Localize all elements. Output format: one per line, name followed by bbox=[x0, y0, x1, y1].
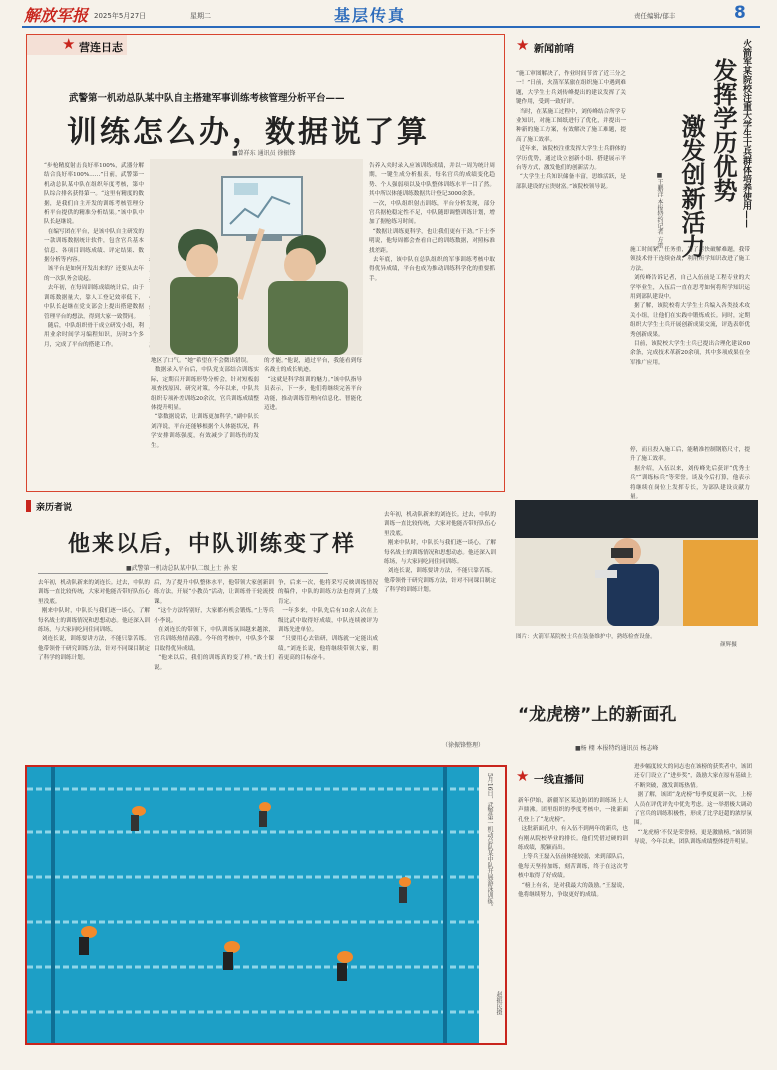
story-column-1: 去年初，机动队新来的刘连长。过去，中队的训练一直比较传统，大家对他能否带好队伍心里没底。 刚来中队时，中队长与我们逐一谈心，了解每名战士的训练情况和思想动态。他还深入训练场，与大家同吃同住同训练。 刘连长说，训练要讲方法，不能只靠苦练。他带领骨干研究训练方法，针对不同课目制定了科学的训练计划。 bbox=[38, 580, 150, 662]
story-column-5: 告养入夹时录入应该训练成绩，并以一周为统计周期，一键生成分析报表，每名官兵的成绩变化趋势、个人强弱项以及中队整体训练水平一目了然。其中所以体能训练数据共计登记3000余条。 一次，中队组织射击训练，平台分析发现，部分官兵据枪稳定性不足，中队随即调整训练计划，增加了据枪练习时间。 “数据让训练更科学，也让我们更有干劲。”下士李明说，他每周都会查看自己的训练数据，对照标准找差距。 去年底，该中队在总队组织的军事训练考核中取得优异成绩，平台也成为推动训练科学化的重要抓手。 bbox=[369, 163, 495, 282]
story-box-frontline bbox=[514, 757, 760, 1057]
star-icon: ★ bbox=[62, 35, 76, 53]
story-column-2: 后，为了提升中队整体水平，他带领大家创新训练方法，开展“小教员”活动，让训练骨干轮流授课。 “这个方法特别好，大家都有机会锻炼。”上等兵小李说。 在刘连长的带领下，中队训练氛围越来越浓，官兵训练热情高涨。今年的考核中，中队多个课目取得优异成绩。 “他来以后，我们的训练真的变了样。”战士们说。 bbox=[154, 580, 274, 671]
star-icon: ★ bbox=[516, 36, 530, 54]
story-box-camp-diary bbox=[26, 34, 505, 492]
pool-photo-frame bbox=[25, 765, 507, 1045]
photo-caption: 图片：火箭军某院校士兵在装备维护中，熟练检查设备。 bbox=[516, 634, 656, 640]
soldiers-illustration bbox=[150, 159, 363, 355]
section-tag: 营连日志 bbox=[79, 41, 123, 54]
section-tag: 一线直播间 bbox=[534, 775, 584, 786]
illustration-svg bbox=[150, 159, 363, 355]
headline-rule bbox=[38, 573, 328, 574]
story-column-3: 争，后来一次，他将采写反映训练情况的稿件，中队的训练方法也得到了上级肯定。 一年多来，中队先后有10余人次在上级比武中取得好成绩，中队连续被评为训练先进单位。 “只要用心去钻研，训练就一定能出成绩。”刘连长说，他将继续带领大家，朝着更高的目标奋斗。 bbox=[278, 580, 378, 662]
story-headline-2: 激发创新活力 bbox=[677, 114, 705, 258]
story-byline: ■曾祥东 通讯员 徐振锋 bbox=[232, 150, 296, 157]
photo-credit-vertical: 赵振民摄 bbox=[495, 991, 502, 1015]
newspaper-logo: 解放军报 bbox=[24, 6, 89, 25]
story-byline: ■杨 栩 本报特约通讯员 杨志峰 bbox=[575, 745, 659, 752]
section-tag: 新闻前哨 bbox=[534, 44, 574, 55]
story-column-4: 的才能。”他说，通过平台，我能看到每名战士的成长轨迹。 “这就是科学组训的魅力。”该中队指导员表示，下一步，他们将继续完善平台功能，推动训练管理向信息化、智能化迈进。 bbox=[264, 358, 363, 412]
story-headline-dragon-tiger: “龙虎榜”上的新面孔 bbox=[518, 705, 677, 725]
page-number: 8 bbox=[734, 3, 746, 23]
story-column-4: 去年初，机动队新来的刘连长。过去，中队的训练一直比较传统，大家对他能否带好队伍心里没底。 刚来中队时，中队长与我们逐一谈心，了解每名战士的训练情况和思想动态。他还深入训练场，与大家同吃同住同训练。 刘连长说，训练要讲方法，不能只靠苦练。他带领骨干研究训练方法，针对不同课目制定了科学的训练计划。 bbox=[384, 512, 496, 594]
photo-caption-vertical: 5月16日，武警第一机动总队某中队开展游泳训练。 bbox=[486, 773, 493, 911]
masthead bbox=[0, 0, 777, 30]
swimming-pool-photo bbox=[27, 767, 479, 1043]
photo-credit: 颜辉摄 bbox=[720, 642, 737, 648]
page-editor: 责任编辑/郁丰 bbox=[634, 12, 676, 20]
story-byline: ■武警第一机动总队某中队二级上士 孙 宏 bbox=[126, 565, 238, 572]
story-kicker-vertical: 火箭军某院校注重大学生士兵群体培养使用—— bbox=[741, 39, 751, 228]
section-title: 基层传真 bbox=[334, 6, 407, 25]
story-headline: 他来以后，中队训练变了样 bbox=[68, 532, 357, 557]
story-column-1: “步枪精度射击良好率100%，武器分解结合良好率100%……”日前，武警第一机动总队某中队在组织年度考核，第中队综合排名获得第一。“这里有精度的数据，是我们自主开发的训练考核管理分析平台提供的精准分析结果。”该中队中队长赵继说。 在编写团在平台，是该中队自主研发的一款训练数据统计软件，包含官兵基本信息、各项目训练成绩、评定结果、数据分析等内容。 该平台是如何开发出来的？还要从去年的一次队务会说起。 去年初，在每周训练成绩统计后，由于训练数据量大，靠人工登记效率低下，中队长赵继在党支部会上提出搭建数据管理平台的想法，得到大家一致赞同。 随后，中队组织骨干成立研发小组，利用业余时间学习编程知识，历时3个多月，完成了平台的搭建工作。 bbox=[44, 163, 144, 348]
story-column-2: 进步幅度较大的同志也在该榜的获奖者中，该团还专门设立了“进步奖”，鼓励大家在原有基础上不断突破，激发训练热情。 据了解，该团“龙虎榜”每季度更新一次，上榜人员在评优评先中优先考虑。这一举措极大调动了官兵的训练积极性，形成了比学赶超的浓厚氛围。 “‘龙虎榜’不仅是荣誉榜，更是激励榜。”该团领导说，今年以来，团队训练成绩整体提升明显。 bbox=[634, 764, 752, 846]
story-column-3: 地区了口气。“她”希望在不会微出错误。 数据录入平台后，中队党支部结合训练实际，定期召开训练形势分析会，针对短板弱项查找原因、研究对策。今年以来，中队共组织专项补差训练20余次，官兵训练成绩整体提升明显。 “靠数据说话，让训练更加科学。”副中队长刘洋说，平台还能够根据个人体能状况，科学安排训练强度，有效减少了训练伤的发生。 bbox=[151, 358, 259, 449]
story-box-news-outpost bbox=[514, 34, 760, 501]
star-icon: ★ bbox=[516, 767, 530, 785]
masthead-rule bbox=[22, 26, 760, 28]
story-headline: 训练怎么办，数据说了算 bbox=[67, 115, 430, 150]
section-tag: 亲历者说 bbox=[36, 503, 73, 513]
issue-date: 2025年5月27日 bbox=[94, 12, 147, 20]
story-editor-note: （徐振锋整理） bbox=[442, 742, 485, 749]
story-box-witness bbox=[26, 497, 505, 757]
story-column-1: 新年伊始，新疆军区某边防团的训练场上人声鼎沸。团里组织的季度考核中，一批新面孔登上了“龙虎榜”。 这批新面孔中，有入伍不到两年的新兵，也有刚从院校毕业的排长。他们凭借过硬的训练成绩，脱颖而出。 上等兵王磊入伍前体能较弱，来到部队后，他每天坚持加练，刻苦训练，终于在这次考核中取得了好成绩。 “榜上有名，是对我最大的鼓励。”王磊说，他将继续努力，争取更好的成绩。 bbox=[518, 798, 628, 899]
story-byline-vertical: ■王鹏洋 本报特约记者 方雷 bbox=[656, 172, 663, 249]
story-kicker: 武警第一机动总队某中队自主搭建军事训练考核管理分析平台—— bbox=[69, 93, 345, 104]
soldier-photo bbox=[515, 500, 758, 626]
story-column-3: 停，而且投入施工后，能精准控制钢筋尺寸，提升了施工效率。 据介绍，入伍以来，刘传峰先后获评“优秀士兵”“训练标兵”等荣誉。谈及今后打算，他表示将继续在岗位上发挥专长，为部队建设贡献力量。 bbox=[630, 447, 750, 501]
soldier-photo-svg bbox=[515, 500, 758, 626]
story-headline-1: 发挥学历优势 bbox=[709, 58, 737, 202]
section-marker-bar bbox=[26, 500, 31, 512]
story-column-2: 施工时间紧，任务重，为了尽快破解难题，我带领技术骨干连续奋战，利用所学知识改进了施工方法。 刘传峰告诉记者，自己入伍前是工程专业的大学毕业生，入伍后一直在思考如何将所学知识运用到部队建设中。 据了解，该院校将大学生士兵编入各类技术攻关小组，让他们在实践中锻炼成长。同时，定期组织大学生士兵开展创新成果交流，评选表彰优秀创新成果。 目前，该院校大学生士兵已提出合理化建议60余条，完成技术革新20余项，其中多项成果在全军推广应用。 bbox=[630, 247, 751, 366]
story-column-1: “施工审图解决了，作业时间节省了近三分之一！”日前，火箭军某旅在组织施工中遇到难题，大学生士兵刘传峰提出的建议发挥了关键作用，受到一致好评。 当时，在某施工过程中，刘传峰结合所学专业知识，对施工图纸进行了优化，并提出一种新的施工方案，有效解决了施工难题，提高了施工效率。 近年来，该院校注重发挥大学生士兵群体的学历优势，通过设立创新小组、搭建展示平台等方式，激发他们的创新活力。 “大学生士兵知识储备丰富，思维活跃，是部队建设的宝贵财富。”该院校领导说。 bbox=[516, 71, 626, 190]
issue-weekday: 星期二 bbox=[190, 12, 211, 20]
